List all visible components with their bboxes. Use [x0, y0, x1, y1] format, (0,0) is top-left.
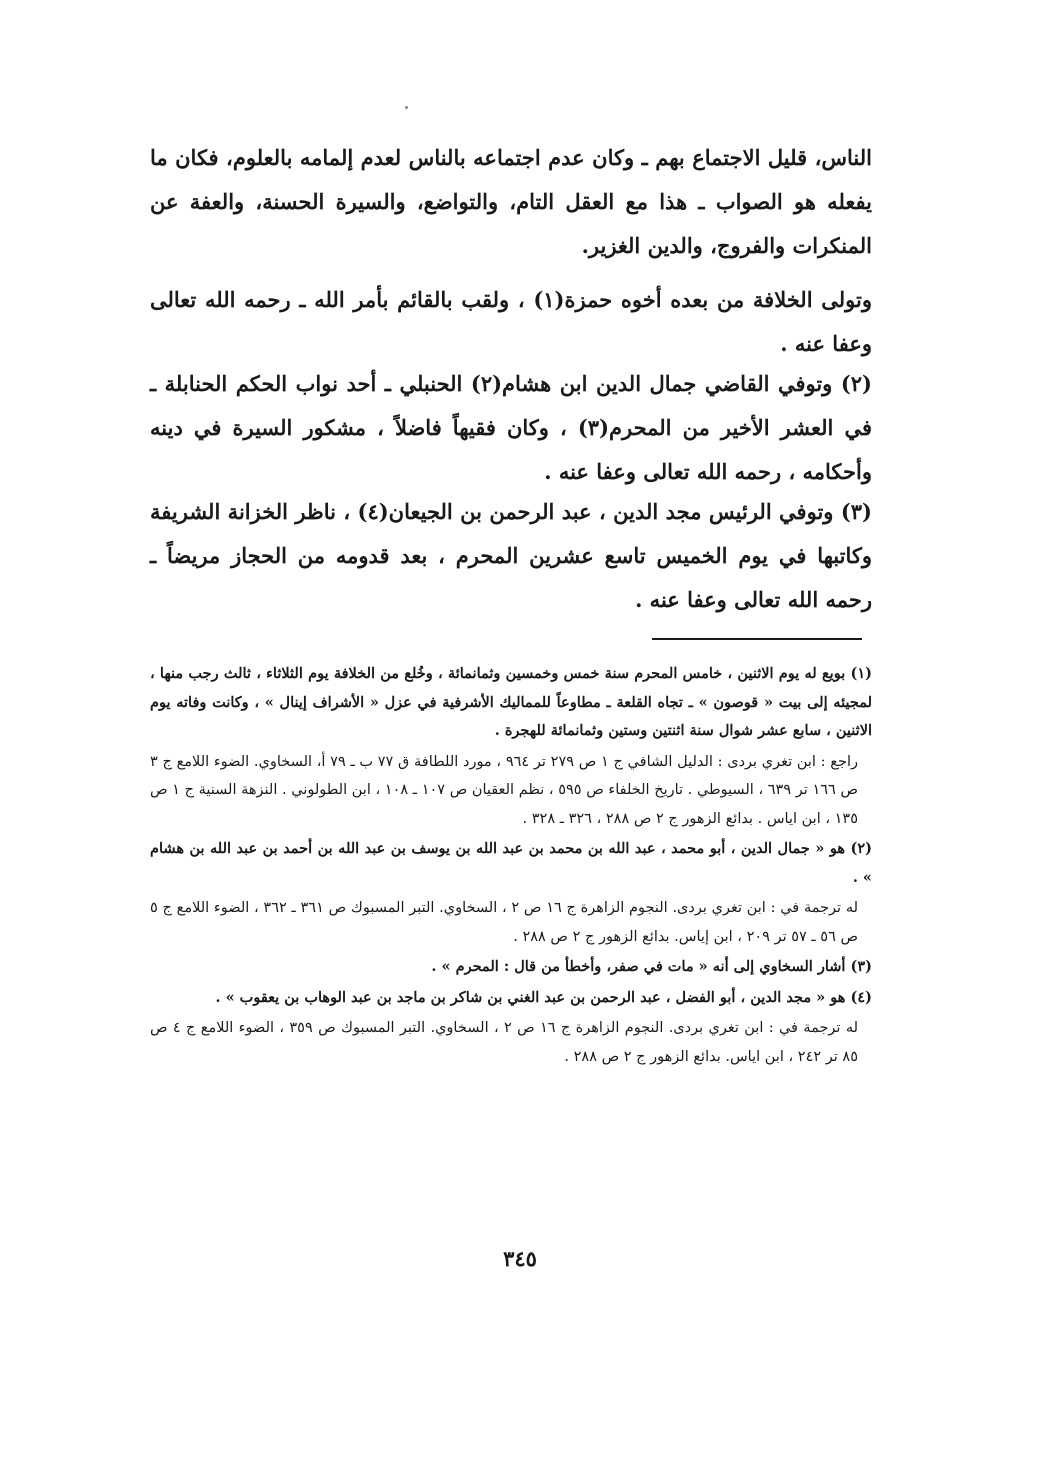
footnote-1: (١) بويع له يوم الاثنين ، خامس المحرم سنة خمس وخمسين وثمانمائة ، وخُلع من الخلافة يوم الثلاثاء ، ثالث رجب منها ، لمجيئه إلى بيت « قوصون » ـ تجاه القلعة ـ مطاوعاً للمماليك الأشرفية في عزل « الأشراف إينال » ، وكانت وفاته يوم الاثنين ، سابع عشر شوال سنة اثنتين وستين وثمانمائة للهجرة . [150, 665, 872, 739]
body-paragraph-4: (٣) وتوفي الرئيس مجد الدين ، عبد الرحمن بن الجيعان(٤) ، ناظر الخزانة الشريفة وكاتبها في يوم الخميس تاسع عشرين المحرم ، بعد قدومه من الحجاز مريضاً ـ رحمه الله تعالى وعفا عنه . [150, 499, 872, 612]
footnote-4: (٤) هو « مجد الدين ، أبو الفضل ، عبد الرحمن بن عبد الغني بن شاكر بن ماجد بن عبد الوهاب بن يعقوب » . [215, 988, 872, 1006]
footnote-1-references: راجع : ابن تغري بردى : الدليل الشافي ج ١ ص ٢٧٩ تر ٩٦٤ ، مورد اللطافة ق ٧٧ ب ـ ٧٩ أ، السخاوي. الضوء اللامع ج ٣ ص ١٦٦ تر ٦٣٩ ، السيوطي . تاريخ الخلفاء ص ٥٩٥ ، نظم العقيان ص ١٠٧ ـ ١٠٨ ، ابن الطولوني . النزهة السنية ج ١ ص ١٣٥ ، ابن اياس . بدائع الزهور ج ٢ ص ٢٨٨ ، ٣٢٦ ـ ٣٢٨ . [150, 753, 858, 827]
footnotes [150, 660, 872, 1073]
footnote-2: (٢) هو « جمال الدين ، أبو محمد ، عبد الله بن محمد بن عبد الله بن يوسف بن عبد الله بن أحمد بن عبد الله بن هشام » . [150, 840, 872, 886]
scan-speck [405, 106, 408, 109]
body-paragraph-1: الناس، قليل الاجتماع بهم ـ وكان عدم اجتماعه بالناس لعدم إلمامه بالعلوم، فكان ما يفعله هو الصواب ـ هذا مع العقل التام، والتواضع، والسيرة الحسنة، والعفة عن المنكرات والفروج، والدين الغزير. [150, 145, 872, 258]
footnote-divider [652, 638, 862, 640]
body-paragraph-3: (٢) وتوفي القاضي جمال الدين ابن هشام(٢) الحنبلي ـ أحد نواب الحكم الحنابلة ـ في العشر الأخير من المحرم(٣) ، وكان فقيهاً فاضلاً ، مشكور السيرة في دينه وأحكامه ، رحمه الله تعالى وعفا عنه . [150, 371, 872, 484]
footnote-3: (٣) أشار السخاوي إلى أنه « مات في صفر، وأخطأ من قال : المحرم » . [431, 958, 872, 975]
footnote-2-references: له ترجمة في : ابن تغري بردى. النجوم الزاهرة ج ١٦ ص ٢ ، السخاوي. التبر المسبوك ص ٣٦١ ـ ٣٦٢ ، الضوء اللامع ج ٥ ص ٥٦ ـ ٥٧ تر ٢٠٩ ، ابن إياس. بدائع الزهور ج ٢ ص ٢٨٨ . [150, 900, 859, 945]
footnote-4-references: له ترجمة في : ابن تغري بردى. النجوم الزاهرة ج ١٦ ص ٢ ، السخاوي. التبر المسبوك ص ٣٥٩ ، الضوء اللامع ج ٤ ص ٨٥ تر ٢٤٢ ، ابن اياس. بدائع الزهور ج ٢ ص ٢٨٨ . [150, 1020, 859, 1065]
page-number: ٣٤٥ [503, 1246, 537, 1271]
body-paragraph-2: وتولى الخلافة من بعده أخوه حمزة(١) ، ولقب بالقائم بأمر الله ـ رحمه الله تعالى وعفا عنه . [150, 287, 872, 356]
